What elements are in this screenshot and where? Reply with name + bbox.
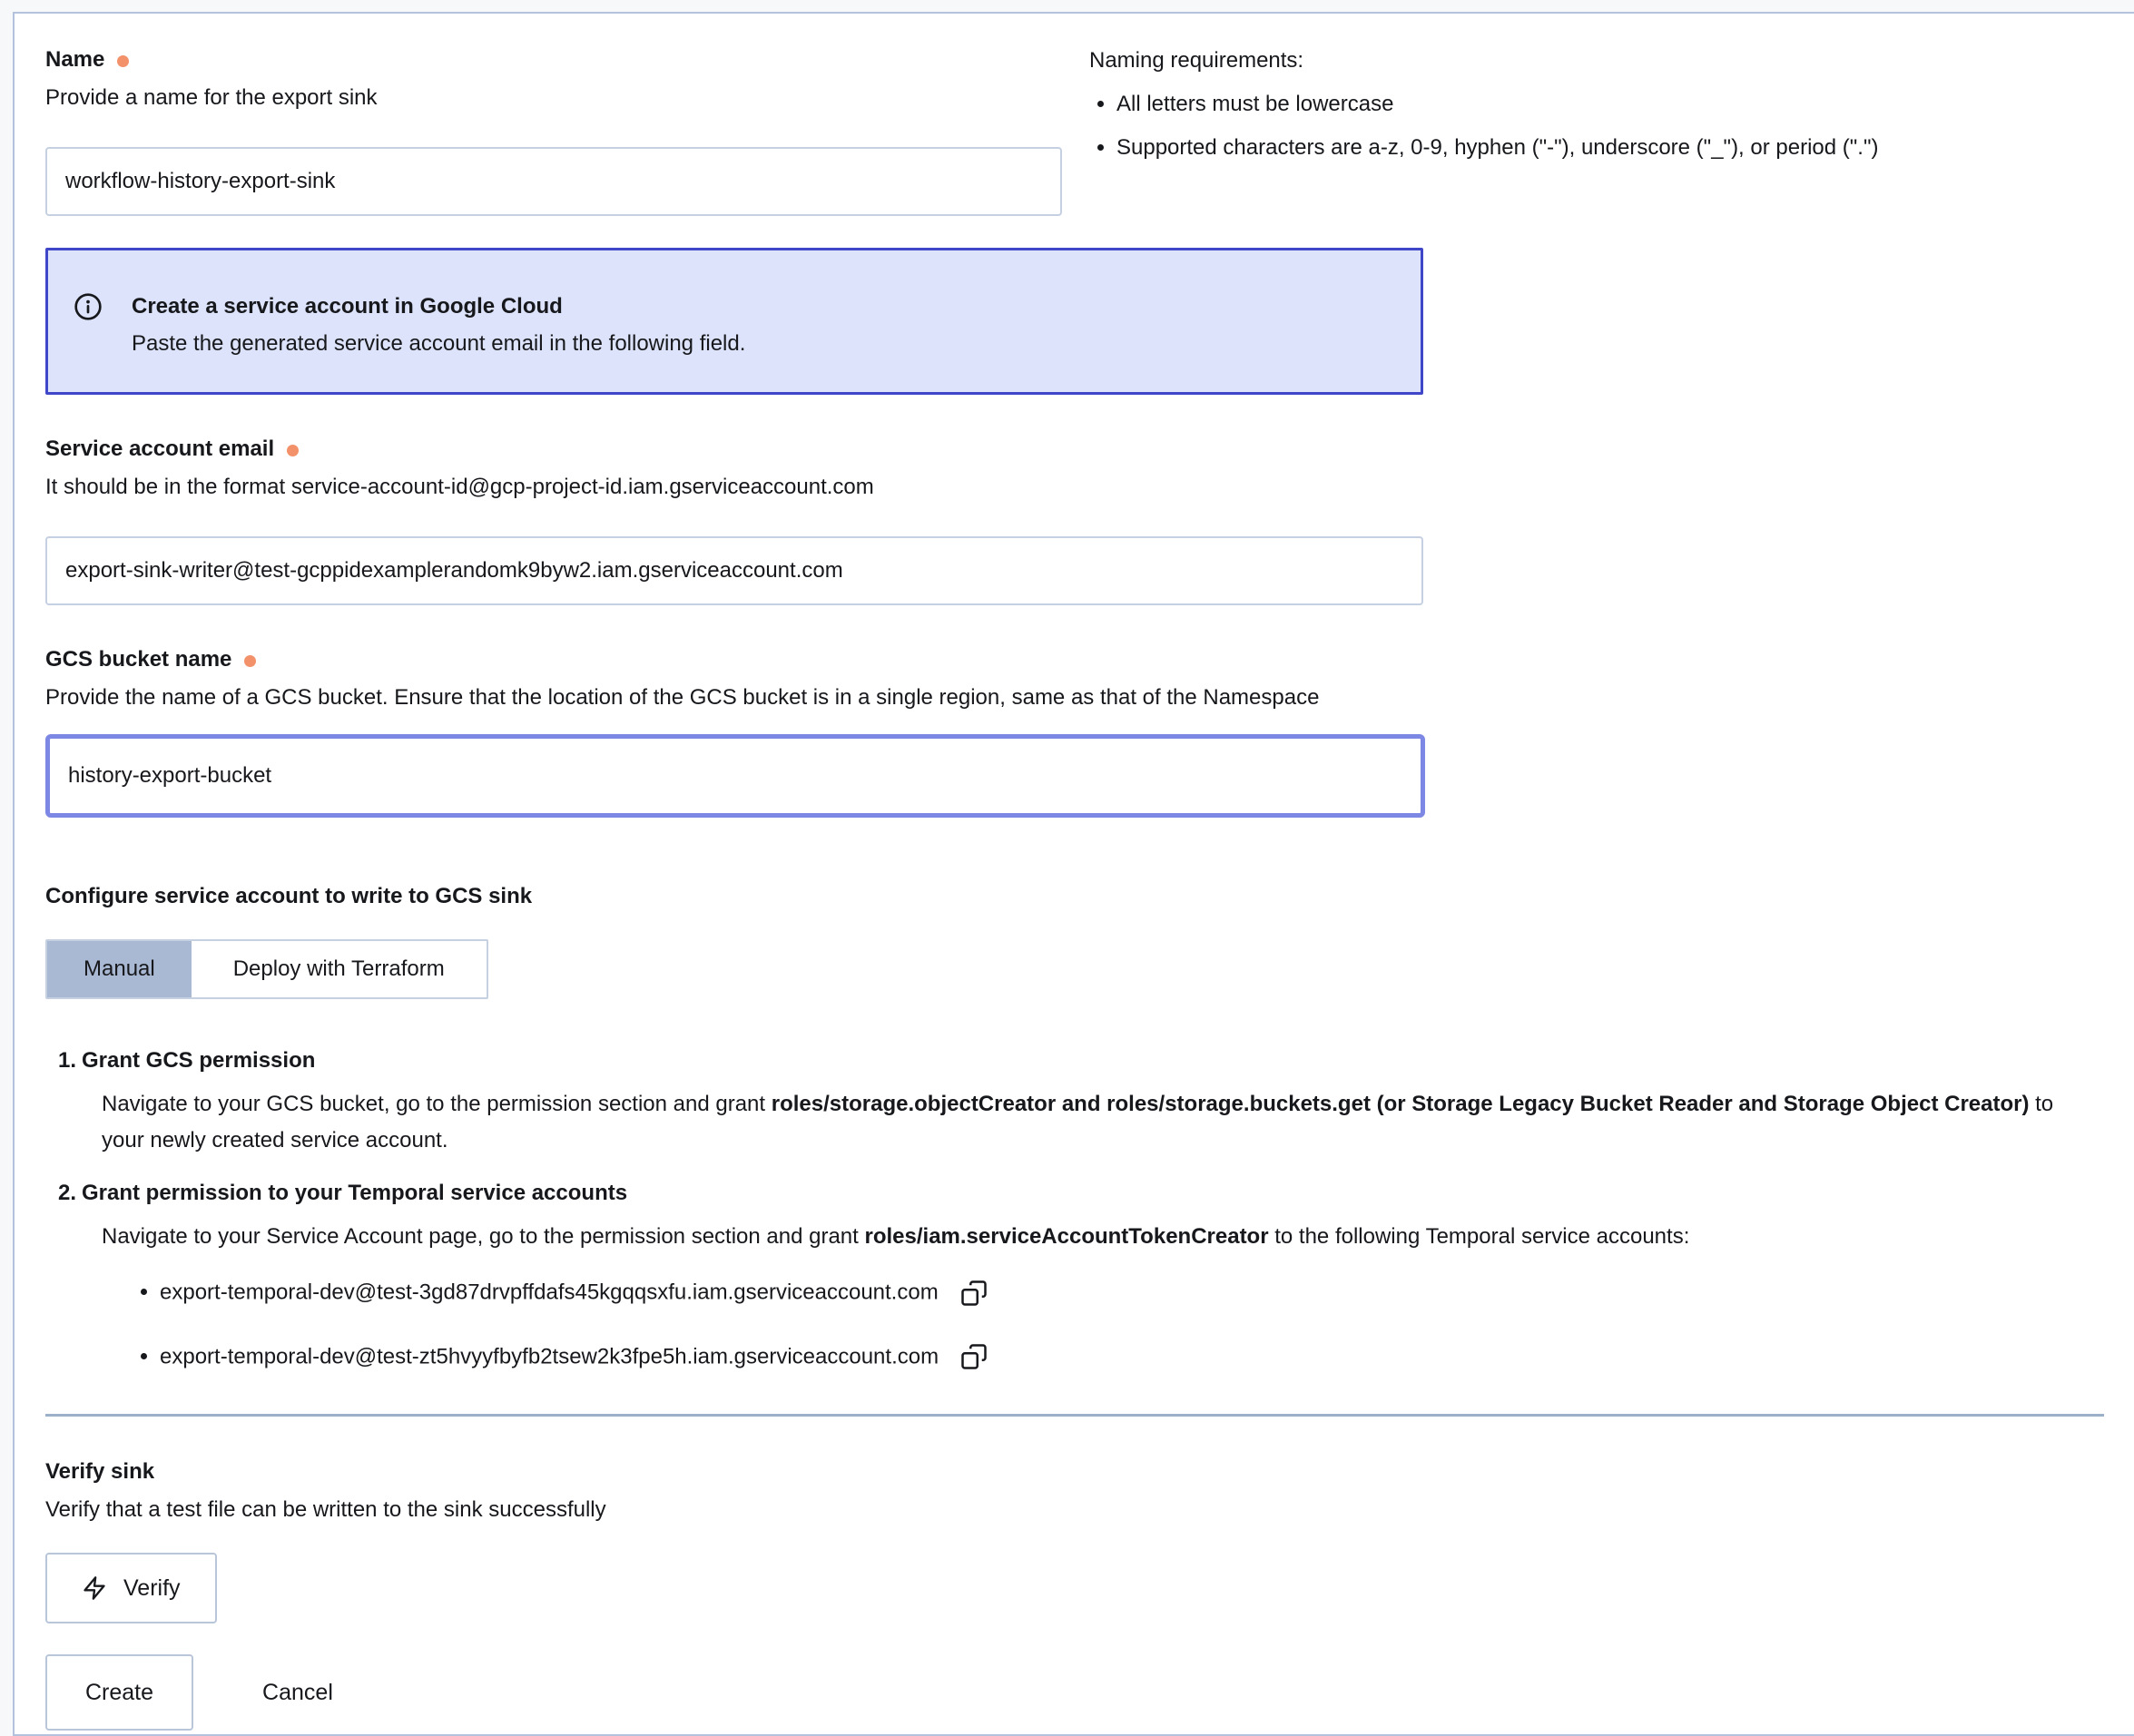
- copy-button[interactable]: [960, 1280, 988, 1307]
- gcs-bucket-label-text: GCS bucket name: [45, 647, 232, 672]
- gcs-bucket-input[interactable]: [45, 734, 1425, 818]
- name-input[interactable]: [45, 147, 1062, 216]
- configure-section-heading: Configure service account to write to GCS sink: [45, 884, 533, 908]
- info-banner-description: Paste the generated service account email in the following field.: [132, 331, 746, 356]
- service-account-item: [160, 1341, 2104, 1373]
- step-body-roles: roles/storage.objectCreator and roles/storage.buckets.get (or Storage Legacy Bucket Reader and Storage Object Creator): [771, 1092, 2030, 1116]
- service-account-email: export-temporal-dev@test-zt5hvyyfbyfb2tsew2k3fpe5h.iam.gserviceaccount.com: [160, 1344, 939, 1369]
- service-account-email-label: [45, 434, 2104, 465]
- section-divider: [45, 1414, 2104, 1417]
- step-grant-temporal-permission: [58, 1177, 2104, 1372]
- verify-sink-heading: Verify sink: [45, 1459, 155, 1485]
- verify-sink-description: Verify that a test file can be written to the sink successfully: [45, 1497, 606, 1523]
- step-grant-gcs-permission: [58, 1045, 2104, 1159]
- tab-manual[interactable]: Manual: [47, 941, 192, 997]
- naming-requirements-title: Naming requirements:: [1089, 48, 1304, 73]
- required-dot: [244, 655, 256, 667]
- name-field-label: [45, 44, 1062, 75]
- required-dot: [287, 445, 299, 456]
- service-account-list: [102, 1277, 2104, 1372]
- gcs-bucket-label: [45, 644, 2104, 675]
- create-button[interactable]: Create: [45, 1654, 193, 1731]
- step-body-text: to the following Temporal service accounts:: [1268, 1224, 1690, 1249]
- copy-icon: [960, 1343, 988, 1370]
- info-icon: [74, 292, 103, 321]
- copy-icon: [960, 1280, 988, 1307]
- service-account-item: [160, 1277, 2104, 1309]
- name-row: [45, 44, 2104, 216]
- step-body-text: Navigate to your GCS bucket, go to the permission section and grant: [102, 1092, 772, 1116]
- name-field-description: Provide a name for the export sink: [45, 85, 378, 110]
- step-title: [58, 1177, 2104, 1210]
- step-number: 2.: [58, 1181, 77, 1205]
- step-body-text: Navigate to your Service Account page, go to the permission section and grant: [102, 1224, 865, 1249]
- verify-button[interactable]: [45, 1553, 217, 1623]
- verify-button-label: Verify: [123, 1574, 181, 1601]
- form-actions: [45, 1654, 2104, 1731]
- step-body-text: to your newly created service account.: [102, 1092, 2054, 1152]
- info-banner: [45, 248, 1423, 395]
- service-account-email-description: It should be in the format service-account-id@gcp-project-id.iam.gserviceaccount.com: [45, 475, 874, 499]
- step-body-roles: roles/iam.serviceAccountTokenCreator: [864, 1224, 1269, 1249]
- tab-deploy-terraform[interactable]: Deploy with Terraform: [192, 941, 487, 997]
- step-title-text: Grant permission to your Temporal service accounts: [82, 1181, 628, 1205]
- configure-steps: [45, 1045, 2104, 1372]
- naming-requirements: [1089, 44, 2104, 163]
- naming-requirement-item: • All letters must be lowercase: [1116, 89, 2104, 120]
- naming-requirements-list: [1089, 89, 2104, 163]
- cancel-button[interactable]: Cancel: [253, 1654, 342, 1731]
- step-body: [102, 1219, 2080, 1255]
- export-sink-form-card: [13, 12, 2134, 1736]
- step-number: 1.: [58, 1048, 77, 1073]
- required-dot: [117, 55, 129, 67]
- zap-icon: [82, 1575, 107, 1601]
- service-account-email-label-text: Service account email: [45, 436, 275, 461]
- step-title: [58, 1045, 2104, 1077]
- naming-requirement-item: • Supported characters are a-z, 0-9, hyphen ("-"), underscore ("_"), or period ("."): [1116, 132, 2104, 163]
- info-banner-title: Create a service account in Google Cloud: [132, 294, 563, 319]
- step-title-text: Grant GCS permission: [82, 1048, 316, 1073]
- service-account-email: export-temporal-dev@test-3gd87drvpffdafs45kgqqsxfu.iam.gserviceaccount.com: [160, 1280, 939, 1305]
- gcs-bucket-description: Provide the name of a GCS bucket. Ensure that the location of the GCS bucket is in a single region, same as that of the Namespace: [45, 685, 1320, 710]
- configure-tabs: [45, 939, 488, 999]
- copy-button[interactable]: [960, 1343, 988, 1370]
- name-field-label-text: Name: [45, 47, 105, 72]
- step-body: [102, 1086, 2080, 1159]
- service-account-email-input[interactable]: [45, 536, 1423, 605]
